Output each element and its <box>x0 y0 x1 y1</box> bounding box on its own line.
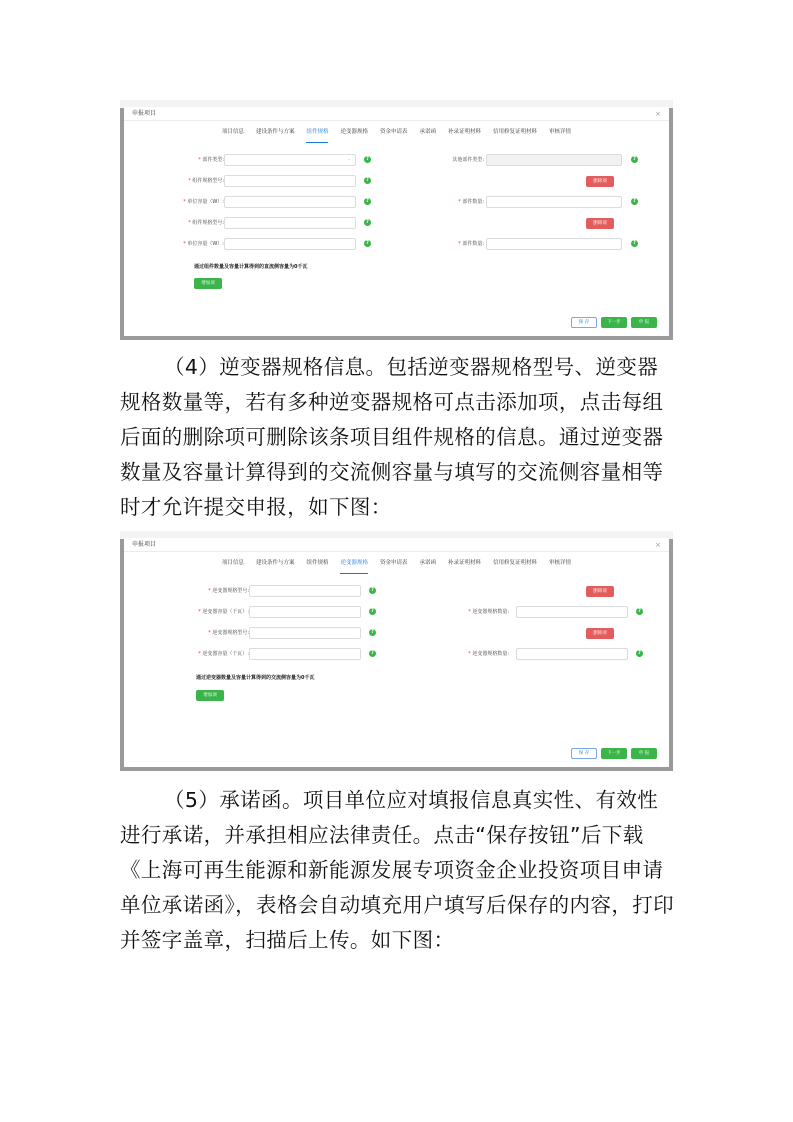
tab-bar <box>124 552 669 574</box>
field-label: * 部件数量: <box>458 241 484 247</box>
inverter-model-input[interactable] <box>249 585 361 597</box>
field-label: * 部件数量: <box>458 199 484 205</box>
declare-project-dialog <box>124 107 669 336</box>
field-label: * 组件规格型号: <box>188 178 224 184</box>
field-label: * 逆变器容量（千瓦）: <box>198 609 249 615</box>
next-step-button[interactable]: 下一步 <box>601 748 627 759</box>
help-icon[interactable]: ? <box>636 608 643 615</box>
help-icon[interactable]: ? <box>364 177 371 184</box>
declare-project-dialog <box>124 538 669 767</box>
field-label: * 逆变器规格型号: <box>208 630 249 636</box>
help-icon[interactable]: ? <box>369 608 376 615</box>
tab-credit-repair-proof[interactable]: 信用修复证明材料 <box>493 129 538 135</box>
help-icon[interactable]: ? <box>364 240 371 247</box>
part-quantity-input[interactable] <box>486 238 622 250</box>
tab-review-details[interactable]: 审核详情 <box>549 129 572 135</box>
help-icon[interactable]: ? <box>369 650 376 657</box>
figure-inverter-specs-screenshot <box>120 531 673 771</box>
tab-credit-repair-proof[interactable]: 信用修复证明材料 <box>493 560 538 566</box>
figure-component-specs-screenshot <box>120 100 673 340</box>
tab-commitment-letter[interactable]: 承诺函 <box>419 129 437 135</box>
dialog-footer <box>571 748 657 759</box>
form-row <box>124 175 669 189</box>
unit-capacity-input[interactable] <box>224 238 356 250</box>
tab-component-specs[interactable]: 组件规格 <box>306 560 329 566</box>
form-row <box>124 627 669 641</box>
dc-capacity-note: 通过组件数量及容量计算得到的直流侧容量为0千瓦 <box>194 264 308 270</box>
tab-bar <box>124 121 669 143</box>
tab-review-details[interactable]: 审核详情 <box>549 560 572 566</box>
next-step-button[interactable]: 下一步 <box>601 317 627 328</box>
add-item-button[interactable]: 增加项 <box>196 690 224 701</box>
tab-project-info[interactable]: 项目信息 <box>221 560 244 566</box>
tab-supplementary-proof[interactable]: 补录证明材料 <box>448 129 482 135</box>
other-part-type-input[interactable] <box>486 154 622 166</box>
paragraph-commitment-letter: （5）承诺函。项目单位应对填报信息真实性、有效性进行承诺，并承担相应法律责任。点击“保存按钮”后下载《上海可再生能源和新能源发展专项资金企业投资项目申请单位承诺函》，表格会自动填充用户填写后保存的内容，打印并签字盖章，扫描后上传。如下图： <box>120 788 675 952</box>
save-button[interactable]: 保 存 <box>571 748 597 759</box>
field-label: * 单位容量（W）: <box>183 199 224 205</box>
part-type-select[interactable] <box>224 154 356 166</box>
tab-commitment-letter[interactable]: 承诺函 <box>419 560 437 566</box>
close-icon[interactable]: × <box>655 541 661 549</box>
dialog-header <box>124 107 669 121</box>
help-icon[interactable]: ? <box>364 156 371 163</box>
tab-inverter-specs[interactable]: 逆变器规格 <box>340 558 368 574</box>
inverter-quantity-input[interactable] <box>516 648 628 660</box>
form-row <box>124 585 669 599</box>
tab-construction-plan[interactable]: 建设条件与方案 <box>255 560 295 566</box>
paragraph-inverter-specs: （4）逆变器规格信息。包括逆变器规格型号、逆变器规格数量等，若有多种逆变器规格可点击添加项，点击每组后面的删除项可删除该条项目组件规格的信息。通过逆变器数量及容量计算得到的交流侧容量与填写的交流侧容量相等时才允许提交申报，如下图： <box>120 355 664 519</box>
form-row <box>124 154 669 168</box>
help-icon[interactable]: ? <box>369 587 376 594</box>
inverter-capacity-input[interactable] <box>249 606 361 618</box>
part-quantity-input[interactable] <box>486 196 622 208</box>
field-label: * 单位容量（W）: <box>183 241 224 247</box>
help-icon[interactable]: ? <box>631 156 638 163</box>
tab-project-info[interactable]: 项目信息 <box>221 129 244 135</box>
form-row <box>124 196 669 210</box>
delete-item-button[interactable]: 删除项 <box>586 586 614 597</box>
tab-funding-form[interactable]: 资金申请表 <box>379 560 408 566</box>
help-icon[interactable]: ? <box>631 198 638 205</box>
dialog-header <box>124 538 669 552</box>
help-icon[interactable]: ? <box>369 629 376 636</box>
tab-supplementary-proof[interactable]: 补录证明材料 <box>448 560 482 566</box>
dialog-title: 申报项目 <box>132 110 157 117</box>
add-item-button[interactable]: 增加项 <box>194 278 222 289</box>
delete-item-button[interactable]: 删除项 <box>586 176 614 187</box>
form-row <box>124 648 669 662</box>
close-icon[interactable]: × <box>655 110 661 118</box>
help-icon[interactable]: ? <box>631 240 638 247</box>
component-model-input[interactable] <box>224 217 356 229</box>
delete-item-button[interactable]: 删除项 <box>586 628 614 639</box>
inverter-capacity-input[interactable] <box>249 648 361 660</box>
form-row <box>124 217 669 231</box>
inverter-quantity-input[interactable] <box>516 606 628 618</box>
submit-button[interactable]: 申 报 <box>631 317 657 328</box>
unit-capacity-input[interactable] <box>224 196 356 208</box>
help-icon[interactable]: ? <box>636 650 643 657</box>
form-row <box>124 606 669 620</box>
chevron-down-icon: ⌄ <box>347 157 351 162</box>
form-row <box>124 238 669 252</box>
tab-construction-plan[interactable]: 建设条件与方案 <box>255 129 295 135</box>
dialog-footer <box>571 317 657 328</box>
field-label: * 逆变器规格数量: <box>468 609 509 615</box>
delete-item-button[interactable]: 删除项 <box>586 218 614 229</box>
tab-inverter-specs[interactable]: 逆变器规格 <box>340 129 368 135</box>
field-label: * 部件类型: <box>198 157 224 163</box>
ac-capacity-note: 通过逆变器数量及容量计算得到的交流侧容量为0千瓦 <box>196 675 315 681</box>
field-label: * 逆变器规格型号: <box>208 588 249 594</box>
field-label: * 逆变器容量（千瓦）: <box>198 651 249 657</box>
component-model-input[interactable] <box>224 175 356 187</box>
dialog-title: 申报项目 <box>132 541 157 548</box>
help-icon[interactable]: ? <box>364 219 371 226</box>
help-icon[interactable]: ? <box>364 198 371 205</box>
save-button[interactable]: 保 存 <box>571 317 597 328</box>
submit-button[interactable]: 申 报 <box>631 748 657 759</box>
inverter-model-input[interactable] <box>249 627 361 639</box>
field-label: * 组件规格型号: <box>188 220 224 226</box>
tab-funding-form[interactable]: 资金申请表 <box>379 129 408 135</box>
tab-component-specs[interactable]: 组件规格 <box>306 127 328 143</box>
field-label: * 逆变器规格数量: <box>468 651 509 657</box>
field-label: 其他部件类型: <box>452 157 484 163</box>
